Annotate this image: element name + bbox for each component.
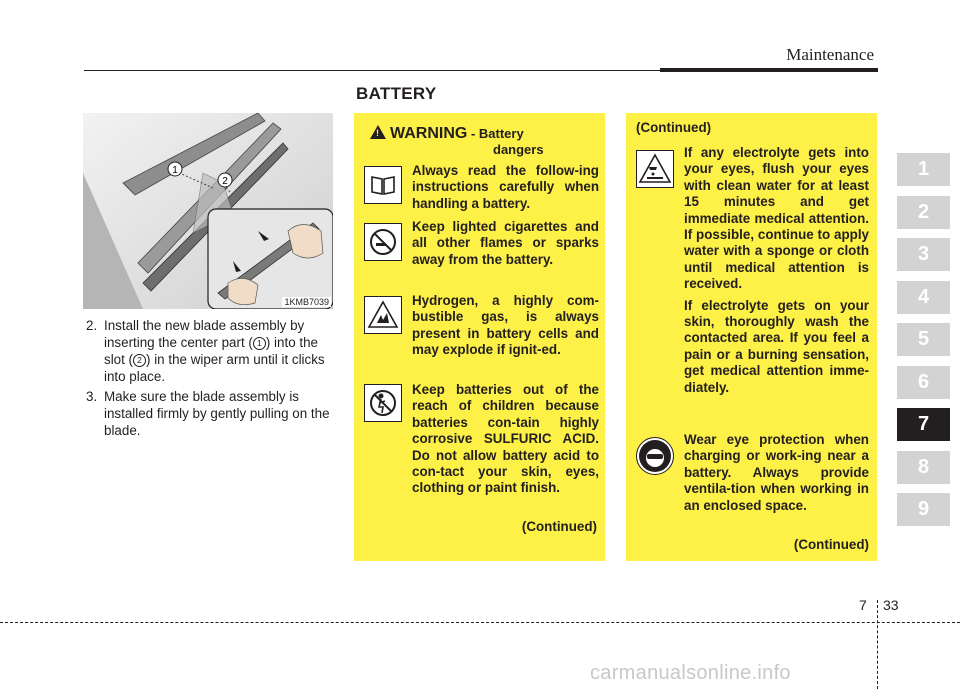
warning-item: Keep batteries out of the reach of children because batteries con-tain highly corrosive SULFURIC ACID. Do not allow battery acid to con-tact your skin, eyes, clothing or paint finish. [412, 382, 599, 496]
callout-1-ref: 1 [253, 337, 266, 350]
footer-divider [877, 600, 878, 689]
warning-item: If any electrolyte gets into your eyes, flush your eyes with clean water for at least 15 minutes and get immediate medical attention. If possible, continue to apply water with a sponge or cloth until medical attention is received. If electrolyte gets on your skin, thoroughly wash the contacted area. If you feel a pain or a burning sensation, get medical attention imme-diately. [684, 145, 869, 395]
wiper-blade-figure [83, 113, 333, 309]
chapter-tab-4[interactable]: 4 [897, 281, 950, 314]
chapter-tab-1[interactable]: 1 [897, 153, 950, 186]
warning-item: Always read the follow-ing instructions carefully when handling a battery. [412, 163, 599, 211]
header-rule [84, 70, 660, 71]
section-title: BATTERY [356, 84, 437, 103]
callout-2: 2 [222, 176, 228, 187]
callout-1: 1 [172, 165, 178, 176]
chapter-tab-2[interactable]: 2 [897, 196, 950, 229]
eye-protection-icon [636, 437, 674, 475]
running-header: Maintenance [786, 45, 874, 64]
header-rule-accent [660, 68, 878, 72]
continued-label: (Continued) [793, 537, 869, 552]
chapter-tab-3[interactable]: 3 [897, 238, 950, 271]
footer-rule [0, 622, 960, 623]
step-2: 2. Install the new blade assembly by inserting the center part ( 1 ) into the slot ( 2 ) in the wiper arm until it clicks into place. [86, 318, 325, 384]
callout-2-ref: 2 [133, 354, 146, 367]
warning-heading: !WARNING - Battery dangers [370, 125, 544, 157]
warning-item: Wear eye protection when charging or work-ing near a battery. Always provide ventila-tion when working in an enclosed space. [684, 432, 869, 513]
chapter-tab-9[interactable]: 9 [897, 493, 950, 526]
wiper-blade-illustration [83, 113, 333, 309]
read-manual-icon [364, 166, 402, 204]
no-smoking-flame-icon [364, 223, 402, 261]
page-number: 33 [883, 597, 899, 613]
corrosive-acid-icon [636, 150, 674, 188]
watermark: carmanualsonline.info [590, 662, 791, 684]
warning-item: Keep lighted cigarettes and all other flames or sparks away from the battery. [412, 219, 599, 267]
chapter-tab-8[interactable]: 8 [897, 451, 950, 484]
page-chapter-number: 7 [859, 597, 867, 613]
step-3: 3. Make sure the blade assembly is installed firmly by gently pulling on the blade. [86, 389, 330, 438]
chapter-tab-7[interactable]: 7 [897, 408, 950, 441]
warning-triangle-icon [370, 125, 386, 139]
continued-heading: (Continued) [636, 120, 712, 135]
warning-item: Hydrogen, a highly com-bustible gas, is always present in battery cells and may explode if ignit-ed. [412, 293, 599, 358]
warning-box [354, 113, 605, 561]
warning-box-continued [626, 113, 877, 561]
chapter-tabs [897, 153, 950, 536]
continued-label: (Continued) [521, 519, 597, 534]
explosion-hazard-icon [364, 296, 402, 334]
chapter-tab-6[interactable]: 6 [897, 366, 950, 399]
keep-away-children-icon [364, 384, 402, 422]
instruction-steps [86, 317, 336, 442]
chapter-tab-5[interactable]: 5 [897, 323, 950, 356]
figure-code: 1KMB7039 [284, 297, 329, 307]
